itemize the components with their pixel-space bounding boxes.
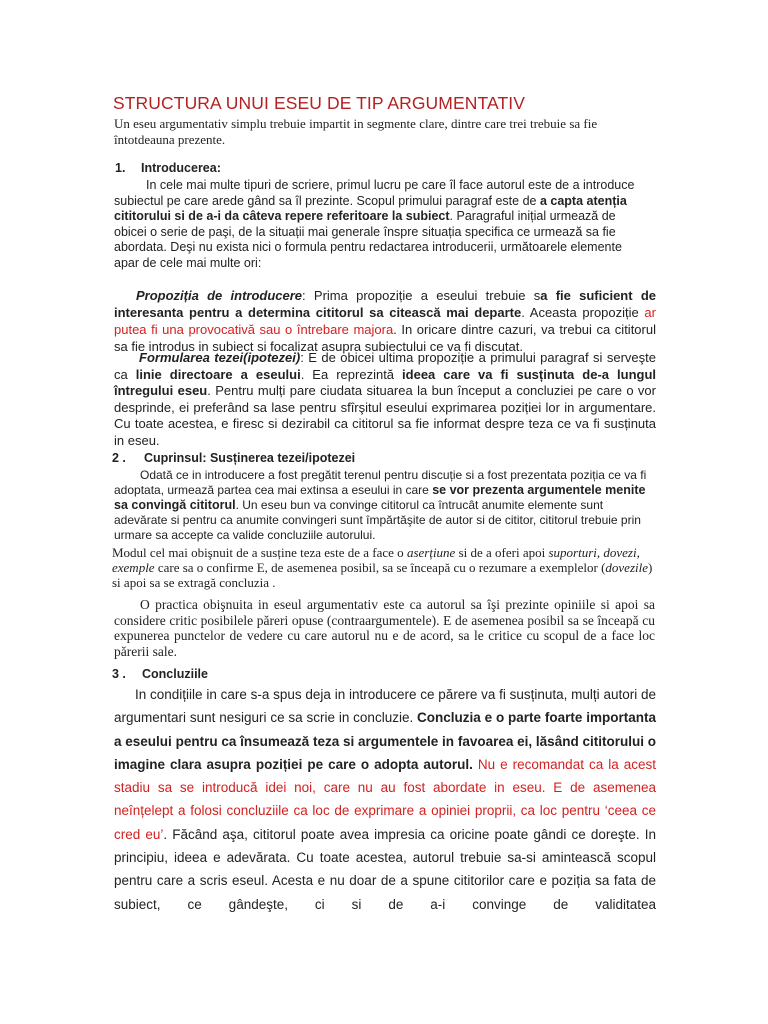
text-run: . Pentru mulți pare ciudata situarea la bun început a concluziei pe care o vor desprinde, ei preferând sa lase pentru sfîrşitul eseului exprimarea poziției lor in argumentare. Cu toate acestea, e firesc si dezirabil ca cititorul sa fie informat despre teza ce va fi susținuta in eseu. [114,383,656,448]
emphasis-text: Concluzia e o parte foarte importanta a eseului pentru ca însumează teza si argumentele in favoarea ei, lăsând cititorului o imagine clara asupra poziției pe care o adopta autorul. [114,710,656,772]
emphasis-text: a fie suficient de interesanta pentru a determina cititorul sa citească mai departe [114,288,656,320]
text-run: . Paragraful inițial urmează de obicei o serie de paşi, de la situații mai generale înspre situația specifica ce urmează sa fie abordata. Deşi nu exista nici o formula pentru redactarea introducerii, următoarele elemente apar de cele mai multe ori: [114,209,622,270]
text-run: : Prima propoziție a eseului trebuie s [302,288,541,303]
section-3-heading [112,667,208,681]
section-2-heading [112,451,355,465]
page-title: STRUCTURA UNUI ESEU DE TIP ARGUMENTATIV [113,93,525,113]
highlight-red-text: Nu e recomandat ca la acest stadiu sa se introducă idei noi, care nu au fost abordate in eseu. E de asemenea neînțelept a folosi concluziile ca loc de exprimare a opiniei proprii, ca loc pentru ‘ceea ce cred eu’ [114,756,656,842]
section-1-heading [115,161,221,175]
section-2-paragraph-1 [114,468,652,543]
section-1-paragraph-1 [114,178,650,271]
italic-term: dovezile [605,560,648,575]
term-thesis: Formularea tezei(ipotezei) [139,350,301,365]
text-run: . Făcând aşa, cititorul poate avea impresia ca oricine poate gândi ce doreşte. In principiu, ideea e adevărata. Cu toate acestea, autorul trebuie sa-si amintească scopul pentru care a scris eseul. Acesta e nu doar de a spune cititorilor care e poziția sa fata de subiect, ce gândeşte, ci si de a-i convinge de validitatea [114,826,657,912]
text-run: . Un eseu bun va convinge cititorul ca întrucât anumite elemente sunt adevărate si pentru ca anumite convingeri sunt împărtăşite de autor si de cititor, cititorul trebuie prin urmare sa accepte ca valide concluziile autorului. [114,498,641,542]
emphasis-text: se vor prezenta argumentele menite sa convingă cititorul [114,483,646,512]
text-run: ) si apoi sa se extragă concluzia . [112,560,653,590]
section-1-title: Introducerea: [141,161,221,175]
italic-term: suporturi, dovezi, exemple [112,545,640,575]
text-run: In condițiile in care s-a spus deja in introducere ce părere va fi susținuta, mulți autori de argumentari sunt nesiguri ce sa scrie in concluzie. [114,687,656,726]
emphasis-text: linie directoare a eseului [135,366,301,382]
section-3-number: 3 . [112,667,126,681]
section-2-paragraph-2 [112,545,656,590]
emphasis-text: ideea care va fi susținuta de-a lungul întregului eseu [114,366,657,398]
italic-term: aserțiune [406,545,456,560]
text-run: Odată ce in introducere a fost pregătit terenul pentru discuție si a fost prezentata poziția ce va fi adoptata, urmează partea cea mai extinsa a eseului in care [114,468,647,497]
section-3-paragraph-1 [114,683,656,939]
section-2-title: Cuprinsul: Susținerea tezei/ipotezei [144,451,356,465]
section-1-paragraph-2 [114,287,656,355]
section-3-title: Concluziile [142,667,208,681]
section-2-number: 2 . [112,451,126,465]
text-run: . Aceasta propoziție [521,305,645,320]
text-run: . Ea reprezintă [300,366,403,382]
text-run: . In oricare dintre cazuri, va trebui ca cititorul sa fie introdus in subiect si focalizat asupra subiectului ce va fi discutat. [114,322,656,354]
section-1-number: 1. [115,161,126,175]
text-run: Modul cel mai obişnuit de a susține teza este de a face o [112,545,407,560]
text-run: In cele mai multe tipuri de scriere, primul lucru pe care îl face autorul este de a introduce subiectul pe care arede gând sa îl prezinte. Scopul primului paragraf este de [114,178,635,208]
term-introductory-sentence: Propoziția de introducere [136,288,303,303]
highlight-red-text: ar putea fi una provocativă sau o întrebare majora [114,305,656,337]
intro-paragraph: Un eseu argumentativ simplu trebuie impartit in segmente clare, dintre care trei trebuie sa fie întotdeauna prezente. [114,116,598,147]
emphasis-text: a capta atenția cititorului si de a-i da câteva repere referitoare la subiect [114,193,627,223]
text-run: care sa o confirme E, de asemenea posibil, sa se înceapă cu o rezumare a exemplelor ( [154,560,606,575]
section-1-paragraph-3 [114,350,656,449]
text-run: si de a oferi apoi [455,545,549,560]
section-2-paragraph-3: O practica obişnuita in eseul argumentativ este ca autorul sa îşi prezinte opiniile si apoi sa considere critic posibilele păreri opuse (contraargumentele). E de asemenea posibil sa se înceapă cu expunerea punctelor de vedere cu care autorul nu e de acord, sa le critice cu scopul de a face loc părerii sale. [114,597,655,659]
text-run: : E de obicei ultima propoziție a primului paragraf si serveşte ca [114,350,656,382]
